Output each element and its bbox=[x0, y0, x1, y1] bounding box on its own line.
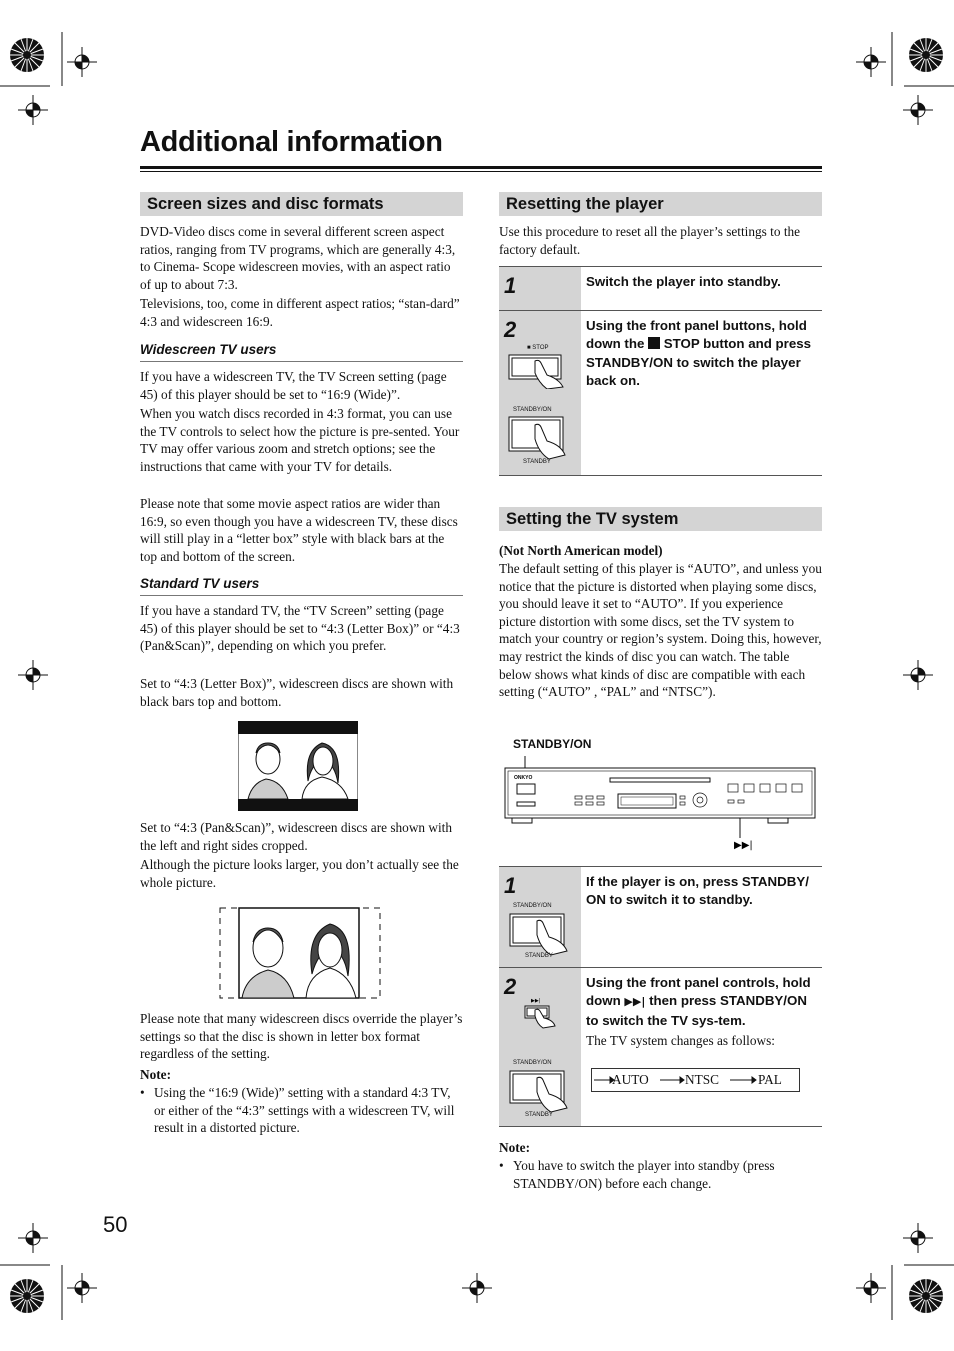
standby-button-hand-icon bbox=[507, 911, 575, 959]
title-rule bbox=[140, 166, 822, 169]
note-label: Note: bbox=[499, 1140, 531, 1155]
step-number: 1 bbox=[504, 873, 517, 898]
intro-paragraph: DVD-Video discs come in several different screen aspect ratios, ranging from TV programs, which are generally 4:3, to Cinema- Scope widescreen movies, with an aspect ratio of up to about 7:3. bbox=[140, 224, 456, 292]
section-heading-tv-system: Setting the TV system bbox=[499, 507, 822, 531]
crosshair-icon bbox=[67, 47, 97, 77]
standard-paragraph: Set to “4:3 (Letter Box)”, widescreen discs are shown with black bars top and bottom. bbox=[140, 676, 454, 709]
standby-label: STANDBY bbox=[525, 953, 553, 959]
skip-forward-icon: ▶▶| bbox=[624, 995, 646, 1009]
tv-step-2 bbox=[499, 968, 822, 1127]
section-heading-screen-sizes: Screen sizes and disc formats bbox=[140, 192, 463, 216]
reset-steps bbox=[499, 266, 822, 476]
stop-square-icon bbox=[648, 337, 660, 349]
tv-system-sequence bbox=[591, 1068, 800, 1092]
step-text-part: Using the front panel buttons, hold down the bbox=[586, 318, 807, 352]
standby-label: STANDBY bbox=[523, 459, 551, 465]
crosshair-icon bbox=[856, 47, 886, 77]
subheading-widescreen: Widescreen TV users bbox=[140, 342, 463, 362]
standby-button-hand-icon bbox=[507, 415, 571, 463]
stop-label: ■ STOP bbox=[527, 345, 549, 351]
registration-sun-icon bbox=[10, 38, 44, 72]
intro-paragraph: Televisions, too, come in different aspect ratios; “stan-dard” 4:3 and widescreen 16:9. bbox=[140, 296, 460, 329]
standby-button-hand-icon bbox=[507, 1068, 575, 1116]
sequence-item: PAL bbox=[758, 1072, 782, 1087]
reset-step-2 bbox=[499, 311, 822, 476]
tv-system-body: The default setting of this player is “AUTO”, and unless you notice that the picture is distorted when playing some discs, you should leave it set to “AUTO”. If you experience picture distortion with some discs, set the TV system to match your country or region’s system. Doing this, however, may restrict the kinds of disc you can watch. The table below shows what kinds of disc are compatible with each setting (“AUTO” , “PAL” and “NTSC”). bbox=[499, 561, 822, 700]
registration-sun-icon bbox=[10, 1279, 44, 1313]
step-text bbox=[581, 968, 822, 1126]
letterbox-illustration bbox=[238, 721, 358, 811]
crosshair-icon bbox=[856, 1273, 886, 1303]
changes-text: The TV system changes as follows: bbox=[586, 1032, 775, 1048]
step-number: 2 bbox=[504, 974, 517, 999]
crosshair-icon bbox=[903, 660, 933, 690]
crosshair-icon bbox=[462, 1273, 492, 1303]
subheading-standard: Standard TV users bbox=[140, 576, 463, 596]
panscan-paragraph: Although the picture looks larger, you don’t actually see the whole picture. bbox=[140, 857, 459, 890]
step-number: 1 bbox=[504, 273, 517, 298]
standby-on-label: STANDBY/ON bbox=[513, 407, 552, 413]
crosshair-icon bbox=[903, 1223, 933, 1253]
panscan-paragraph: Set to “4:3 (Pan&Scan)”, widescreen discs are shown with the left and right sides cropped. bbox=[140, 820, 453, 853]
registration-sun-icon bbox=[909, 1279, 943, 1313]
brand-logo: ONKYO bbox=[514, 775, 533, 781]
crosshair-icon bbox=[18, 660, 48, 690]
skip-forward-icon: ▶▶| bbox=[734, 840, 753, 851]
note-bullet: • bbox=[140, 1085, 145, 1100]
standby-label: STANDBY bbox=[525, 1112, 553, 1118]
section-heading-resetting: Resetting the player bbox=[499, 192, 822, 216]
step-text-part: STOP button and press STANDBY/ON to switch the player back on. bbox=[586, 336, 812, 388]
step-text-part: then press STANDBY/ON to switch the TV sys-tem. bbox=[586, 993, 807, 1028]
sequence-item: AUTO bbox=[612, 1072, 649, 1087]
player-front-panel-illustration bbox=[500, 752, 820, 856]
panscan-illustration bbox=[218, 906, 382, 1000]
widescreen-paragraph: If you have a widescreen TV, the TV Screen setting (page 45) of this player should be set to “16:9 (Wide)”. bbox=[140, 369, 447, 402]
reset-intro: Use this procedure to reset all the player’s settings to the factory default. bbox=[499, 224, 801, 257]
step-text-part: Using the front panel controls, hold down bbox=[586, 975, 811, 1009]
page-number: 50 bbox=[103, 1212, 128, 1237]
widescreen-paragraph: When you watch discs recorded in 4:3 format, you can use the TV controls to select how the picture is pre-sented. Your TV may offer various zoom and stretch options; see the instructions that came with your TV for details. bbox=[140, 406, 460, 474]
note-label: Note: bbox=[140, 1067, 172, 1082]
crosshair-icon bbox=[903, 95, 933, 125]
skip-button-hand-icon bbox=[521, 996, 561, 1030]
standby-on-label: STANDBY/ON bbox=[513, 1060, 552, 1066]
step-text: If the player is on, press STANDBY/ ON to switch it to standby. bbox=[586, 874, 809, 908]
svg-text:▶▶|: ▶▶| bbox=[531, 998, 541, 1004]
note-item: Using the “16:9 (Wide)” setting with a standard 4:3 TV, or either of the “4:3” settings with a widescreen TV, will result in a distorted picture. bbox=[154, 1085, 455, 1136]
standard-paragraph: If you have a standard TV, the “TV Screen” setting (page 45) of this player should be set to “4:3 (Letter Box)” or “4:3 (Pan&Scan)”, depending on which you prefer. bbox=[140, 603, 460, 654]
widescreen-paragraph: Please note that some movie aspect ratios are wider than 16:9, so even though you have a widescreen TV, these discs will still play in a “letter box” style with black bars at the top and bottom of the screen. bbox=[140, 496, 458, 564]
crosshair-icon bbox=[18, 95, 48, 125]
step-text bbox=[581, 311, 822, 475]
sequence-item: NTSC bbox=[685, 1072, 719, 1087]
crosshair-icon bbox=[18, 1223, 48, 1253]
stop-button-hand-icon bbox=[507, 353, 571, 389]
page-title: Additional information bbox=[140, 126, 443, 158]
note-item: You have to switch the player into standby (press STANDBY/ON) before each change. bbox=[513, 1158, 775, 1191]
registration-sun-icon bbox=[909, 38, 943, 72]
title-rule-thin bbox=[140, 171, 822, 172]
model-note: (Not North American model) bbox=[499, 543, 663, 558]
reset-step-1 bbox=[499, 267, 822, 311]
note-bullet: • bbox=[499, 1158, 504, 1173]
tv-step-1 bbox=[499, 867, 822, 968]
step-text: Switch the player into standby. bbox=[586, 274, 781, 289]
step-number: 2 bbox=[504, 317, 517, 342]
standby-on-callout: STANDBY/ON bbox=[513, 737, 592, 751]
standby-on-label: STANDBY/ON bbox=[513, 903, 552, 909]
override-paragraph: Please note that many widescreen discs override the player’s settings so that the disc is shown in letter box format regardless of the setting. bbox=[140, 1011, 463, 1062]
crosshair-icon bbox=[67, 1273, 97, 1303]
